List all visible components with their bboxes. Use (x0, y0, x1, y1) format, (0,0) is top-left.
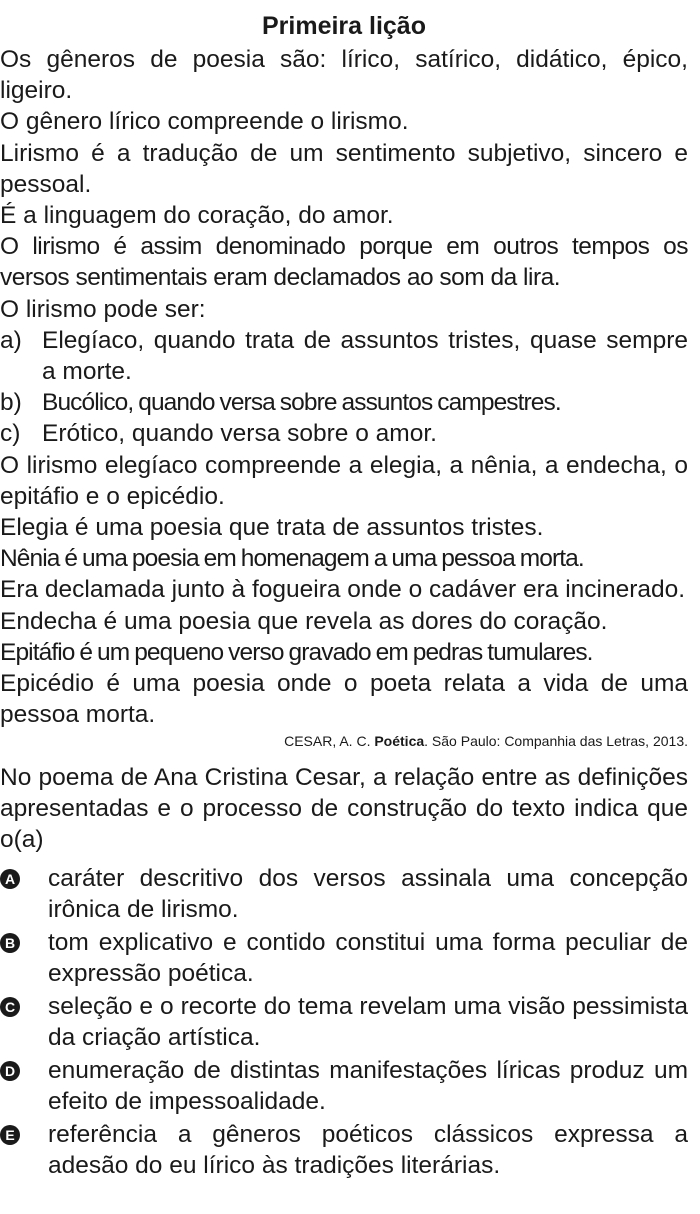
poem-line: O lirismo elegíaco compreende a elegia, a nênia, a endecha, o epitáfio e o epicédio. (0, 451, 688, 510)
poem-list-item (0, 418, 688, 449)
citation (0, 732, 688, 750)
poem-line: Epicédio é uma poesia onde o poeta relata a vida de uma pessoa morta. (0, 670, 688, 729)
citation-book: Poética (374, 733, 425, 750)
list-item-text: Elegíaco, quando trata de assuntos tristes, quase sempre a morte. (42, 326, 688, 386)
option-letter-badge: B (0, 933, 20, 953)
option-c[interactable] (0, 991, 688, 1053)
option-text: enumeração de distintas manifestações líricas produz um efeito de impessoalidade. (48, 1057, 688, 1116)
option-text: seleção e o recorte do tema revelam uma visão pessimista da criação artística. (48, 993, 688, 1052)
poem-line: Lirismo é a tradução de um sentimento subjetivo, sincero e pessoal. (0, 139, 688, 198)
poem-line: O gênero lírico compreende o lirismo. (0, 108, 409, 136)
list-marker: a) (0, 326, 22, 354)
option-text: caráter descritivo dos versos assinala uma concepção irônica de lirismo. (48, 865, 688, 924)
poem-line: Elegia é uma poesia que trata de assuntos tristes. (0, 514, 544, 542)
poem-line: Endecha é uma poesia que revela as dores do coração. (0, 607, 608, 635)
option-text: referência a gêneros poéticos clássicos expressa a adesão do eu lírico às tradições literárias. (48, 1121, 688, 1180)
list-marker: b) (0, 389, 22, 417)
citation-author: CESAR, A. C. (284, 733, 375, 750)
list-item-text: Erótico, quando versa sobre o amor. (42, 420, 437, 448)
option-letter-badge: E (0, 1125, 20, 1145)
poem-title: Primeira lição (262, 12, 426, 40)
option-d[interactable] (0, 1055, 688, 1117)
poem-line: É a linguagem do coração, do amor. (0, 202, 394, 230)
option-b[interactable] (0, 927, 688, 989)
poem-line: Os gêneros de poesia são: lírico, satírico, didático, épico, ligeiro. (0, 46, 688, 105)
poem-body (0, 44, 688, 730)
option-letter-badge: C (0, 997, 20, 1017)
list-item-text: Bucólico, quando versa sobre assuntos campestres. (42, 389, 561, 417)
citation-publisher: . São Paulo: Companhia das Letras, 2013. (424, 733, 688, 750)
question-stem: No poema de Ana Cristina Cesar, a relação entre as definições apresentadas e o processo de construção do texto indica que o(a) (0, 764, 688, 854)
poem-line: Nênia é uma poesia em homenagem a uma pessoa morta. (0, 545, 584, 573)
poem-line: Epitáfio é um pequeno verso gravado em pedras tumulares. (0, 638, 593, 666)
option-a[interactable] (0, 863, 688, 925)
poem-line: O lirismo é assim denominado porque em outros tempos os versos sentimentais eram declamados ao som da lira. (0, 233, 688, 292)
option-letter-badge: D (0, 1061, 20, 1081)
option-e[interactable] (0, 1119, 688, 1181)
poem-list-item (0, 325, 688, 387)
poem-line: Era declamada junto à fogueira onde o cadáver era incinerado. (0, 576, 686, 604)
option-text: tom explicativo e contido constitui uma forma peculiar de expressão poética. (48, 929, 688, 988)
poem-list-item (0, 387, 688, 418)
answer-options (0, 863, 688, 1181)
poem-line: O lirismo pode ser: (0, 295, 206, 323)
list-marker: c) (0, 420, 21, 448)
option-letter-badge: A (0, 869, 20, 889)
